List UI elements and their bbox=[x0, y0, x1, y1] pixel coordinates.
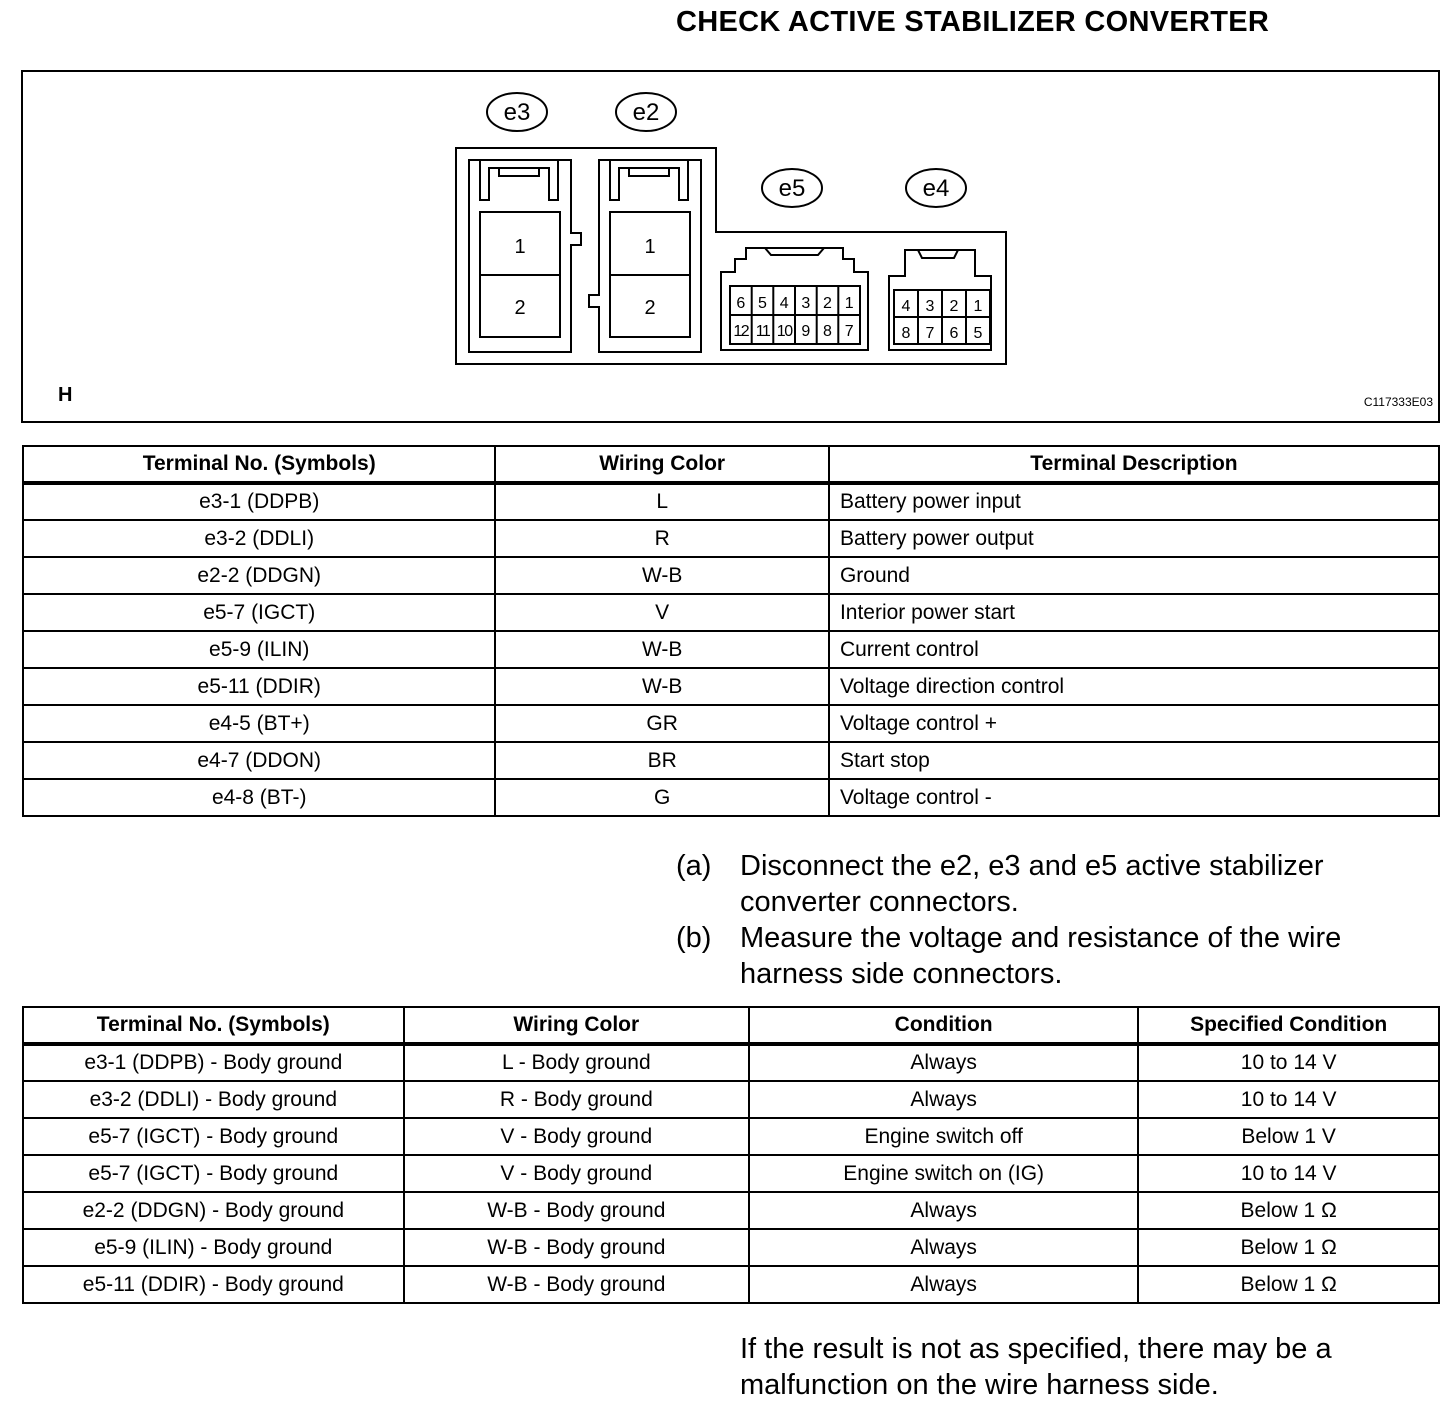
step-text: Measure the voltage and resistance of the wire harness side connectors. bbox=[740, 922, 1342, 990]
wiring-color-cell: W-B bbox=[495, 557, 829, 594]
condition-cell: Always bbox=[749, 1044, 1138, 1081]
condition-cell: Always bbox=[749, 1081, 1138, 1118]
e4-terminal: 3 bbox=[925, 298, 935, 315]
condition-cell: Always bbox=[749, 1266, 1138, 1303]
column-header: Terminal Description bbox=[829, 446, 1439, 483]
wiring-color-cell: W-B bbox=[495, 631, 829, 668]
terminal-cell: e5-11 (DDIR) - Body ground bbox=[23, 1266, 404, 1303]
wiring-color-cell: BR bbox=[495, 742, 829, 779]
e3-latch bbox=[480, 160, 558, 200]
e5-terminal: 11 bbox=[755, 323, 770, 340]
connector-diagram bbox=[21, 70, 1440, 423]
table-row bbox=[23, 668, 1439, 705]
table-row bbox=[23, 1266, 1439, 1303]
terminal-cell: e3-2 (DDLI) - Body ground bbox=[23, 1081, 404, 1118]
e2-terminal: 1 bbox=[644, 236, 656, 258]
table-row bbox=[23, 557, 1439, 594]
e3-label: e3 bbox=[503, 99, 531, 126]
terminal-cell: e3-2 (DDLI) bbox=[23, 520, 495, 557]
terminal-cell: e4-5 (BT+) bbox=[23, 705, 495, 742]
e5-terminal: 2 bbox=[823, 295, 832, 312]
table-row bbox=[23, 520, 1439, 557]
e5-label: e5 bbox=[778, 175, 806, 202]
e4-terminal: 6 bbox=[949, 325, 959, 342]
terminal-cell: e4-7 (DDON) bbox=[23, 742, 495, 779]
wiring-color-cell: G bbox=[495, 779, 829, 816]
description-cell: Start stop bbox=[829, 742, 1439, 779]
wiring-color-cell: V bbox=[495, 594, 829, 631]
e2-terminal: 2 bbox=[644, 297, 656, 319]
terminal-cell: e5-9 (ILIN) bbox=[23, 631, 495, 668]
specified-condition-cell: 10 to 14 V bbox=[1138, 1081, 1439, 1118]
table-row bbox=[23, 1229, 1439, 1266]
e5-terminal: 4 bbox=[779, 295, 789, 312]
terminal-cell: e3-1 (DDPB) bbox=[23, 483, 495, 520]
e5-terminal: 1 bbox=[844, 295, 854, 312]
wiring-color-cell: GR bbox=[495, 705, 829, 742]
terminal-cell: e2-2 (DDGN) - Body ground bbox=[23, 1192, 404, 1229]
specified-condition-cell: 10 to 14 V bbox=[1138, 1155, 1439, 1192]
column-header: Terminal No. (Symbols) bbox=[23, 1007, 404, 1044]
table-header-row bbox=[23, 1007, 1439, 1044]
wiring-color-cell: W-B - Body ground bbox=[404, 1266, 749, 1303]
wiring-color-cell: W-B - Body ground bbox=[404, 1192, 749, 1229]
procedure-step bbox=[676, 848, 1436, 920]
terminal-cell: e5-9 (ILIN) - Body ground bbox=[23, 1229, 404, 1266]
column-header: Condition bbox=[749, 1007, 1138, 1044]
terminal-cell: e5-11 (DDIR) bbox=[23, 668, 495, 705]
condition-cell: Always bbox=[749, 1192, 1138, 1229]
column-header: Wiring Color bbox=[495, 446, 829, 483]
description-cell: Battery power output bbox=[829, 520, 1439, 557]
wiring-color-cell: R bbox=[495, 520, 829, 557]
e4-terminal: 7 bbox=[925, 325, 935, 342]
terminal-cell: e5-7 (IGCT) - Body ground bbox=[23, 1155, 404, 1192]
e4-terminal: 2 bbox=[949, 298, 959, 315]
e5-terminal: 8 bbox=[823, 323, 832, 340]
e5-terminal: 9 bbox=[801, 323, 811, 340]
procedure-steps bbox=[676, 848, 1436, 992]
table-row bbox=[23, 1155, 1439, 1192]
table-row bbox=[23, 483, 1439, 520]
terminal-table bbox=[22, 445, 1440, 817]
wiring-color-cell: L - Body ground bbox=[404, 1044, 749, 1081]
table-row bbox=[23, 742, 1439, 779]
table-row bbox=[23, 631, 1439, 668]
terminal-cell: e4-8 (BT-) bbox=[23, 779, 495, 816]
table-row bbox=[23, 1044, 1439, 1081]
e4-terminal: 4 bbox=[901, 298, 911, 315]
table-row bbox=[23, 1118, 1439, 1155]
step-text: Disconnect the e2, e3 and e5 active stabilizer converter connectors. bbox=[740, 850, 1324, 918]
e5-terminal: 3 bbox=[801, 295, 811, 312]
e3-terminal: 1 bbox=[514, 236, 526, 258]
page-title: CHECK ACTIVE STABILIZER CONVERTER bbox=[676, 6, 1270, 38]
terminal-cell: e5-7 (IGCT) bbox=[23, 594, 495, 631]
wiring-color-cell: W-B bbox=[495, 668, 829, 705]
table-row bbox=[23, 779, 1439, 816]
table-row bbox=[23, 1081, 1439, 1118]
e4-terminal: 5 bbox=[973, 325, 983, 342]
wiring-color-cell: W-B - Body ground bbox=[404, 1229, 749, 1266]
condition-cell: Engine switch off bbox=[749, 1118, 1138, 1155]
figure-code: C117333E03 bbox=[1363, 395, 1433, 409]
connector-drawing bbox=[23, 72, 1438, 421]
description-cell: Voltage control - bbox=[829, 779, 1439, 816]
e5-terminal: 7 bbox=[844, 323, 854, 340]
wiring-color-cell: L bbox=[495, 483, 829, 520]
e5-terminal: 10 bbox=[776, 323, 792, 340]
description-cell: Current control bbox=[829, 631, 1439, 668]
description-cell: Ground bbox=[829, 557, 1439, 594]
condition-cell: Engine switch on (IG) bbox=[749, 1155, 1138, 1192]
specified-condition-cell: Below 1 Ω bbox=[1138, 1229, 1439, 1266]
e4-terminal: 8 bbox=[901, 325, 911, 342]
wiring-color-cell: R - Body ground bbox=[404, 1081, 749, 1118]
column-header: Specified Condition bbox=[1138, 1007, 1439, 1044]
check-table bbox=[22, 1006, 1440, 1304]
description-cell: Battery power input bbox=[829, 483, 1439, 520]
step-label: (a) bbox=[676, 850, 712, 882]
procedure-step bbox=[676, 920, 1436, 992]
column-header: Wiring Color bbox=[404, 1007, 749, 1044]
condition-cell: Always bbox=[749, 1229, 1138, 1266]
e3-terminal: 2 bbox=[514, 297, 526, 319]
e5-terminal: 6 bbox=[736, 295, 746, 312]
e2-latch bbox=[610, 160, 688, 200]
description-cell: Voltage control + bbox=[829, 705, 1439, 742]
description-cell: Voltage direction control bbox=[829, 668, 1439, 705]
terminal-cell: e2-2 (DDGN) bbox=[23, 557, 495, 594]
column-header: Terminal No. (Symbols) bbox=[23, 446, 495, 483]
terminal-cell: e5-7 (IGCT) - Body ground bbox=[23, 1118, 404, 1155]
specified-condition-cell: Below 1 Ω bbox=[1138, 1192, 1439, 1229]
e4-terminal: 1 bbox=[973, 298, 983, 315]
table-row bbox=[23, 594, 1439, 631]
e5-terminal: 5 bbox=[758, 295, 767, 312]
table-row bbox=[23, 1192, 1439, 1229]
table-header-row bbox=[23, 446, 1439, 483]
terminal-cell: e3-1 (DDPB) - Body ground bbox=[23, 1044, 404, 1081]
e5-terminal: 12 bbox=[733, 323, 749, 340]
specified-condition-cell: Below 1 V bbox=[1138, 1118, 1439, 1155]
step-label: (b) bbox=[676, 922, 712, 954]
result-note: If the result is not as specified, there may be a malfunction on the wire harness side. bbox=[740, 1333, 1332, 1401]
table-row bbox=[23, 705, 1439, 742]
e4-label: e4 bbox=[922, 175, 950, 202]
specified-condition-cell: Below 1 Ω bbox=[1138, 1266, 1439, 1303]
wiring-color-cell: V - Body ground bbox=[404, 1118, 749, 1155]
e2-label: e2 bbox=[632, 99, 660, 126]
figure-tag: H bbox=[58, 384, 73, 406]
specified-condition-cell: 10 to 14 V bbox=[1138, 1044, 1439, 1081]
wiring-color-cell: V - Body ground bbox=[404, 1155, 749, 1192]
description-cell: Interior power start bbox=[829, 594, 1439, 631]
